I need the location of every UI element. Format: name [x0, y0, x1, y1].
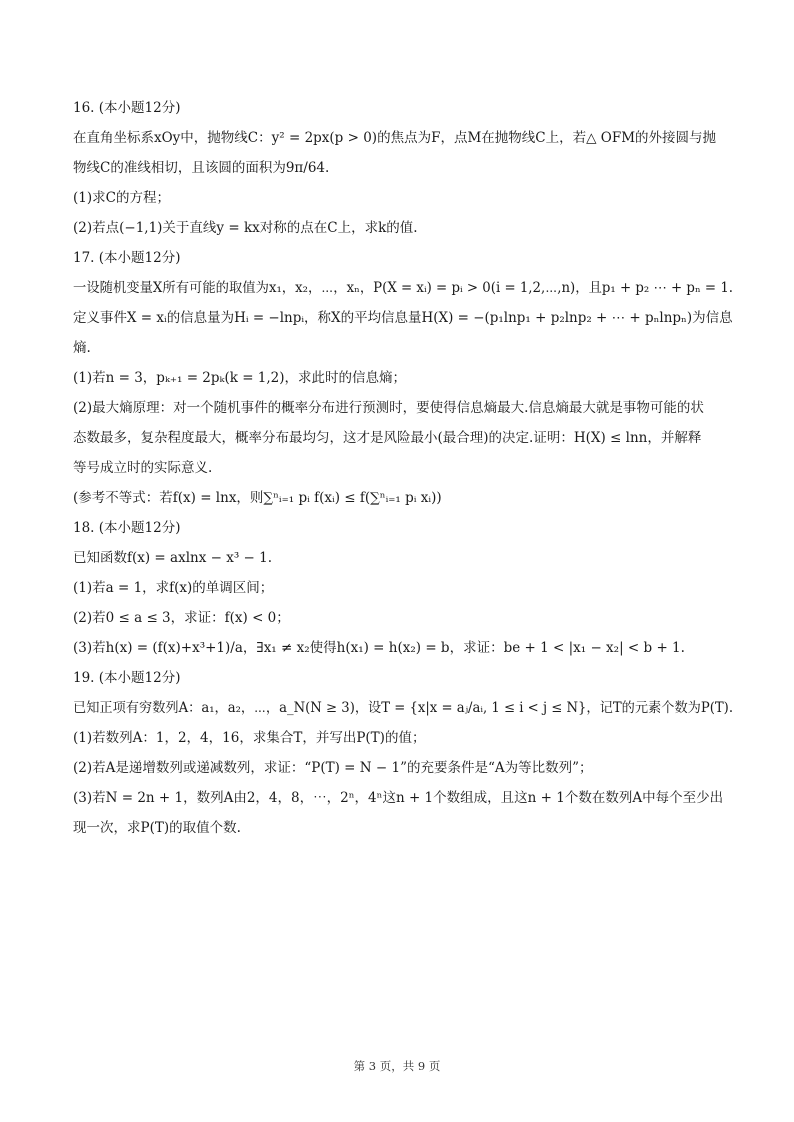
question-16 — [73, 98, 733, 238]
question-subpart: (2)最大熵原理：对一个随机事件的概率分布进行预测时，要使得信息熵最大.信息熵最大就是事物可能的状 — [73, 400, 704, 416]
question-text: 一设随机变量X所有可能的取值为x₁，x₂，⋯，xₙ，P(X = xᵢ) = pᵢ > 0(i = 1,2,⋯,n)，且p₁ + p₂ ⋯ + pₙ = 1. — [73, 280, 734, 296]
questions-container — [73, 98, 733, 848]
question-subpart: 态数最多，复杂程度最大，概率分布最均匀，这才是风险最小(最合理)的决定.证明：H(X) ≤ lnn，并解释 — [73, 430, 702, 446]
question-header: 16. (本小题12分) — [73, 100, 181, 116]
question-text: 熵. — [73, 340, 91, 356]
question-text: 在直角坐标系xOy中，抛物线C：y² = 2px(p > 0)的焦点为F，点M在抛物线C上，若△ OFM的外接圆与抛 — [73, 130, 717, 146]
question-text: 物线C的准线相切，且该圆的面积为9π/64. — [73, 160, 330, 176]
question-17 — [73, 248, 733, 508]
question-subpart: (1)若数列A：1，2，4，16，求集合T，并写出P(T)的值； — [73, 730, 426, 746]
question-header: 19. (本小题12分) — [73, 670, 181, 686]
question-subpart: (3)若h(x) = (f(x)+x³+1)/a，∃x₁ ≠ x₂使得h(x₁) = h(x₂) = b，求证：be + 1 < |x₁ − x₂| < b + 1. — [73, 640, 685, 656]
question-subpart: 等号成立时的实际意义. — [73, 460, 213, 476]
question-header: 18. (本小题12分) — [73, 520, 181, 536]
question-subpart: (2)若A是递增数列或递减数列，求证：“P(T) = N − 1”的充要条件是“A为等比数列”； — [73, 760, 593, 776]
question-note: (参考不等式：若f(x) = lnx，则∑ⁿᵢ₌₁ pᵢ f(xᵢ) ≤ f(∑ⁿᵢ₌₁ pᵢ xᵢ)) — [73, 490, 442, 506]
question-subpart: 现一次，求P(T)的取值个数. — [73, 820, 241, 836]
question-text: 已知正项有穷数列A：a₁，a₂，⋯，a_N(N ≥ 3)，设T = {x|x = aⱼ/aᵢ, 1 ≤ i < j ≤ N}，记T的元素个数为P(T). — [73, 700, 734, 716]
question-subpart: (1)求C的方程； — [73, 190, 170, 206]
question-subpart: (1)若n = 3，pₖ₊₁ = 2pₖ(k = 1,2)，求此时的信息熵； — [73, 370, 407, 386]
question-subpart: (3)若N = 2n + 1，数列A由2，4，8，⋯，2ⁿ，4ⁿ这n + 1个数组成，且这n + 1个数在数列A中每个至少出 — [73, 790, 724, 806]
question-19 — [73, 668, 733, 838]
question-text: 定义事件X = xᵢ的信息量为Hᵢ = −lnpᵢ，称X的平均信息量H(X) = −(p₁lnp₁ + p₂lnp₂ + ⋯ + pₙlnpₙ)为信息 — [73, 310, 733, 326]
question-text: 已知函数f(x) = axlnx − x³ − 1. — [73, 550, 273, 566]
question-header: 17. (本小题12分) — [73, 250, 181, 266]
question-subpart: (1)若a = 1，求f(x)的单调区间； — [73, 580, 274, 596]
question-subpart: (2)若点(−1,1)关于直线y = kx对称的点在C上，求k的值. — [73, 220, 418, 236]
page-number-footer: 第 3 页，共 9 页 — [353, 1059, 441, 1073]
question-subpart: (2)若0 ≤ a ≤ 3，求证：f(x) < 0； — [73, 610, 290, 626]
question-18 — [73, 518, 733, 658]
